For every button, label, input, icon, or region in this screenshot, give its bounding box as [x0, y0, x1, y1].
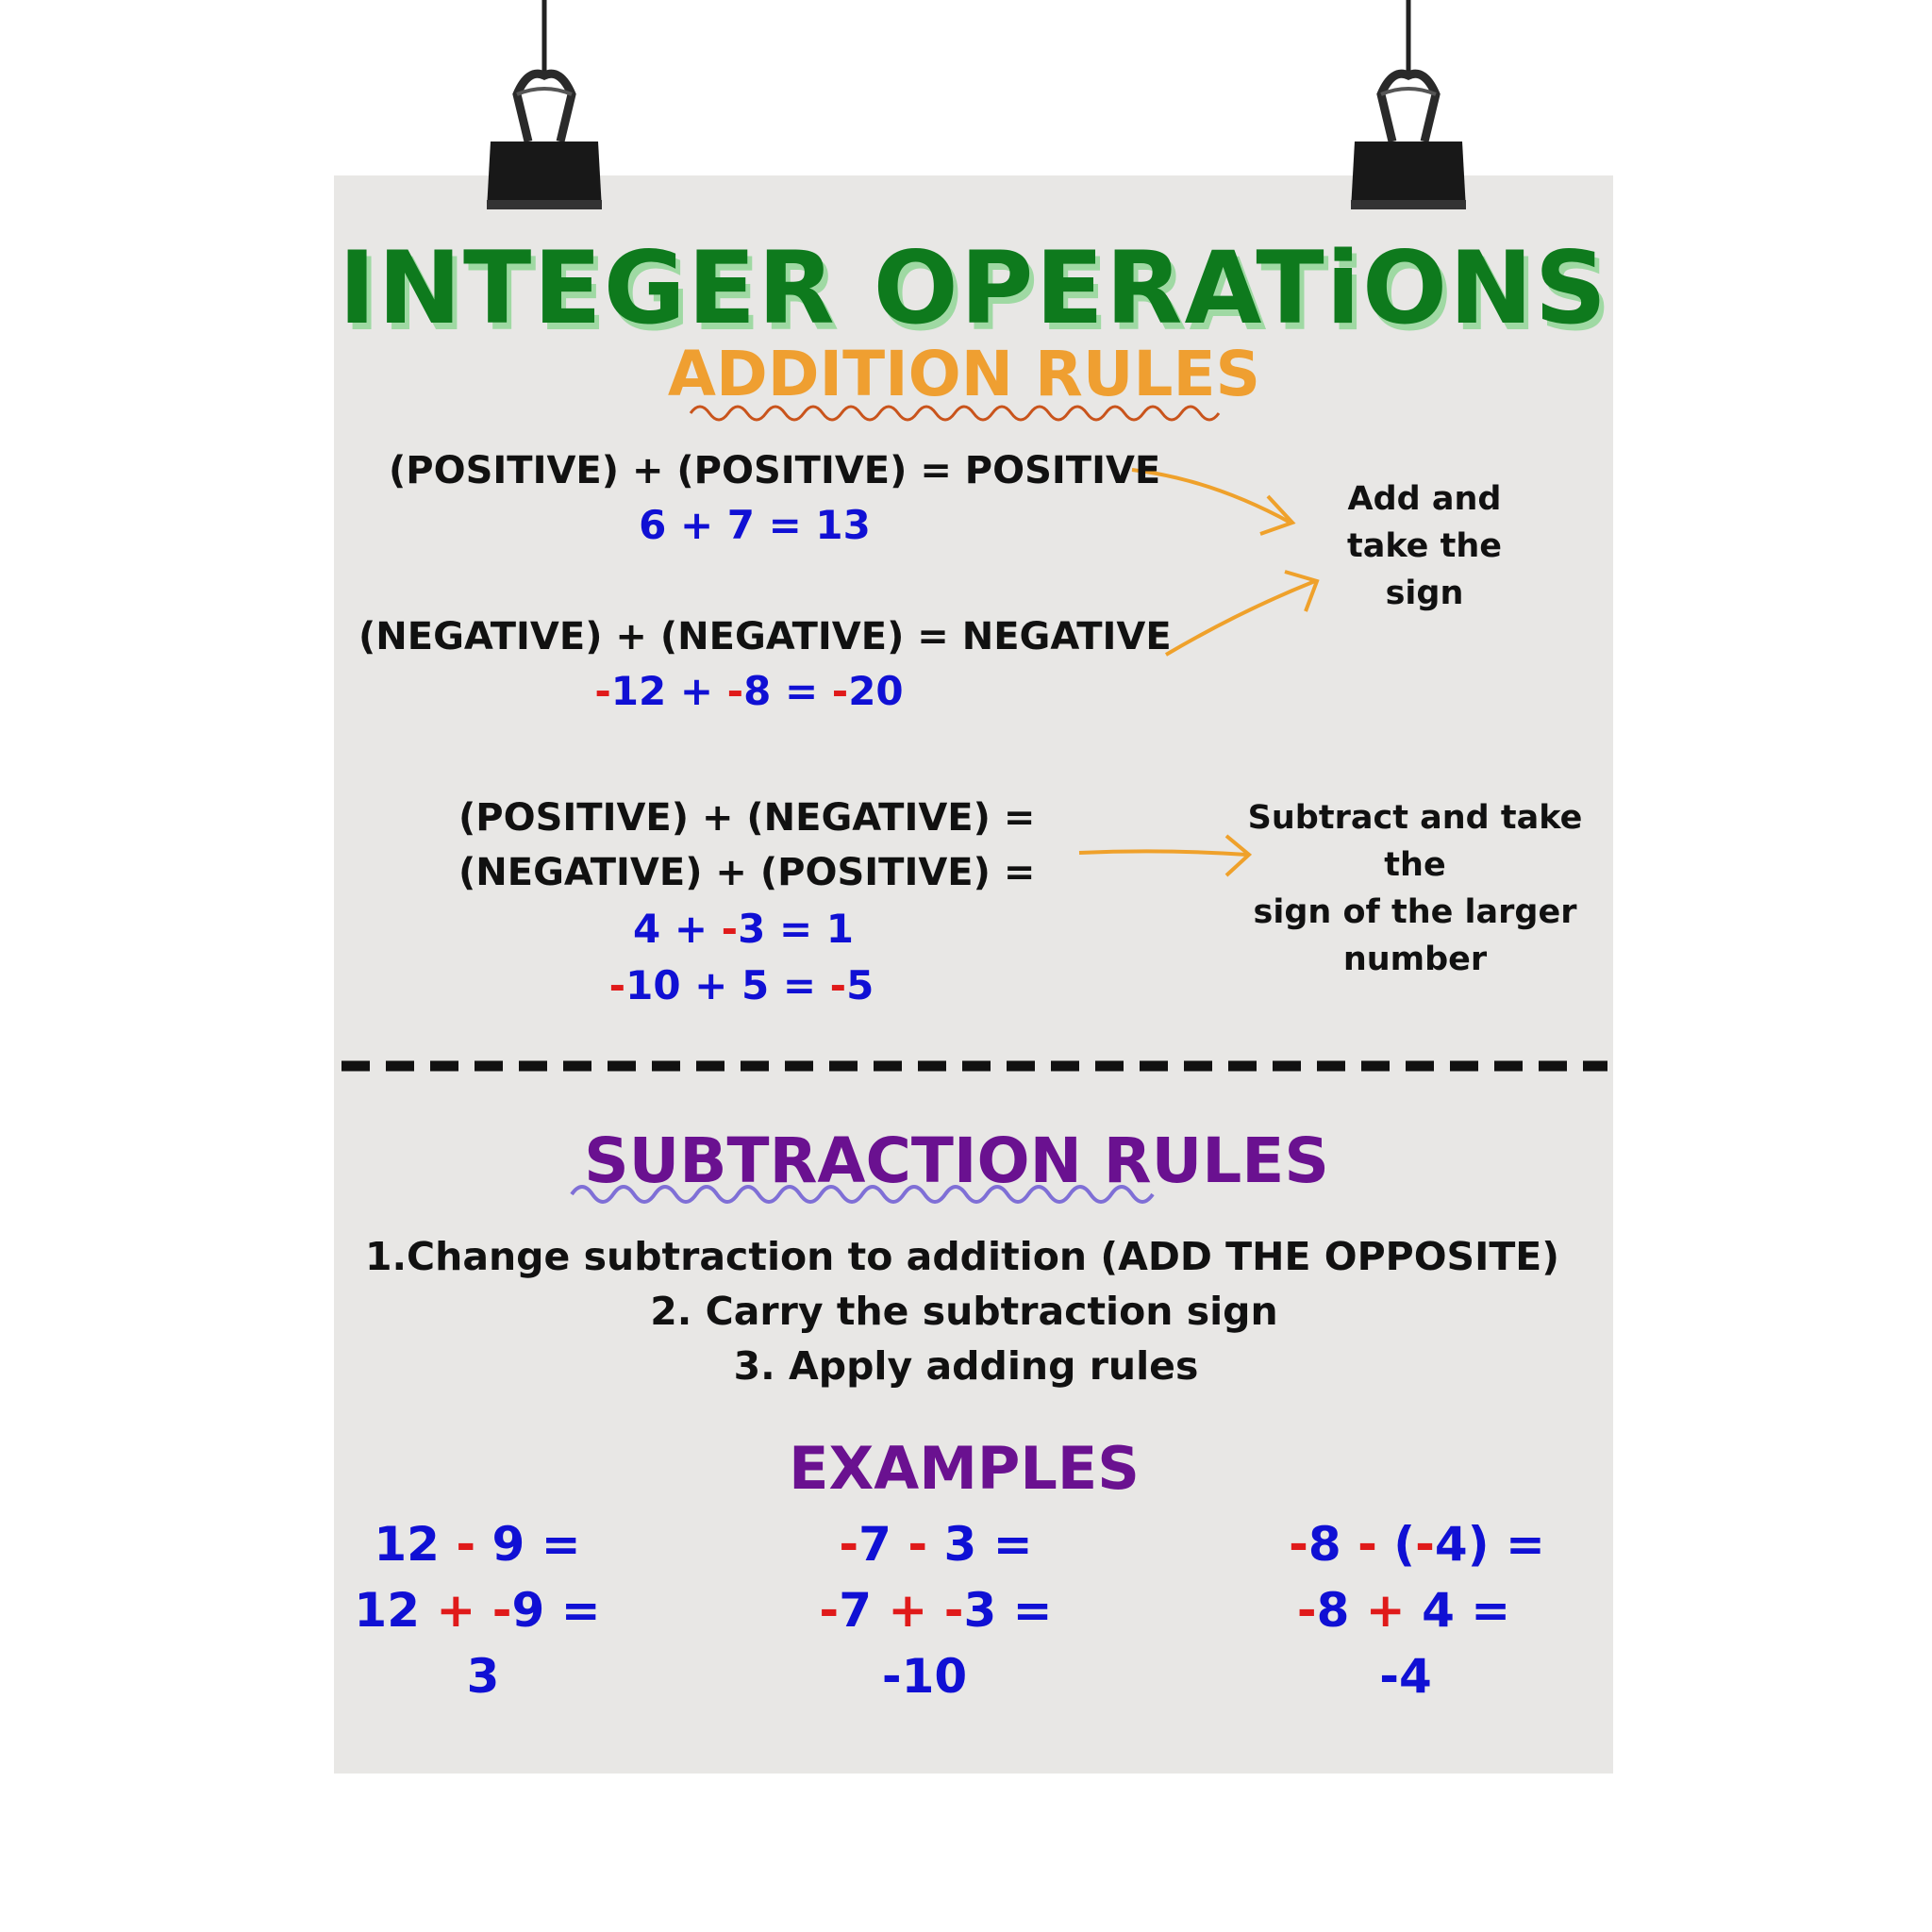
example-2-line-2: -7 + -3 =	[819, 1583, 1053, 1638]
rule-negative-plus-positive: (NEGATIVE) + (POSITIVE) =	[458, 851, 1036, 894]
subtraction-step-1: 1.Change subtraction to addition (ADD THE OPPOSITE)	[364, 1234, 1560, 1279]
example-1-line-1: 12 - 9 =	[374, 1517, 581, 1572]
example-3-line-1: -8 - (-4) =	[1289, 1517, 1545, 1572]
examples-heading: EXAMPLES	[789, 1434, 1140, 1503]
subtraction-heading: SUBTRACTION RULES	[584, 1124, 1329, 1197]
note-same-sign: Add and take the sign	[1347, 480, 1502, 612]
example-negative-plus-negative: -12 + -8 = -20	[594, 668, 904, 714]
poster	[334, 175, 1613, 1774]
rule-positive-plus-negative: (POSITIVE) + (NEGATIVE) =	[458, 796, 1036, 840]
example-mixed-2: -10 + 5 = -5	[608, 962, 874, 1008]
arrow-icon	[1079, 836, 1249, 875]
rule-positive-plus-positive: (POSITIVE) + (POSITIVE) = POSITIVE	[389, 449, 1161, 492]
example-3-result: -4	[1379, 1649, 1432, 1704]
example-2-line-1: -7 - 3 =	[839, 1517, 1033, 1572]
example-3-line-2: -8 + 4 =	[1296, 1583, 1511, 1638]
rule-negative-plus-negative: (NEGATIVE) + (NEGATIVE) = NEGATIVE	[358, 615, 1172, 658]
poster-title: INTEGER OPERATiONS	[338, 230, 1609, 346]
example-1-line-2: 12 + -9 =	[354, 1583, 601, 1638]
note-different-sign: Subtract and take the sign of the larger number	[1247, 799, 1583, 978]
example-2-result: -10	[881, 1649, 968, 1704]
example-mixed-1: 4 + -3 = 1	[633, 906, 854, 952]
addition-heading: ADDITION RULES	[667, 338, 1261, 410]
arrow-icon	[1166, 572, 1317, 655]
subtraction-step-3: 3. Apply adding rules	[733, 1343, 1199, 1389]
example-positive-plus-positive: 6 + 7 = 13	[639, 502, 871, 548]
subtraction-step-2: 2. Carry the subtraction sign	[650, 1289, 1278, 1334]
example-1-result: 3	[466, 1649, 500, 1704]
